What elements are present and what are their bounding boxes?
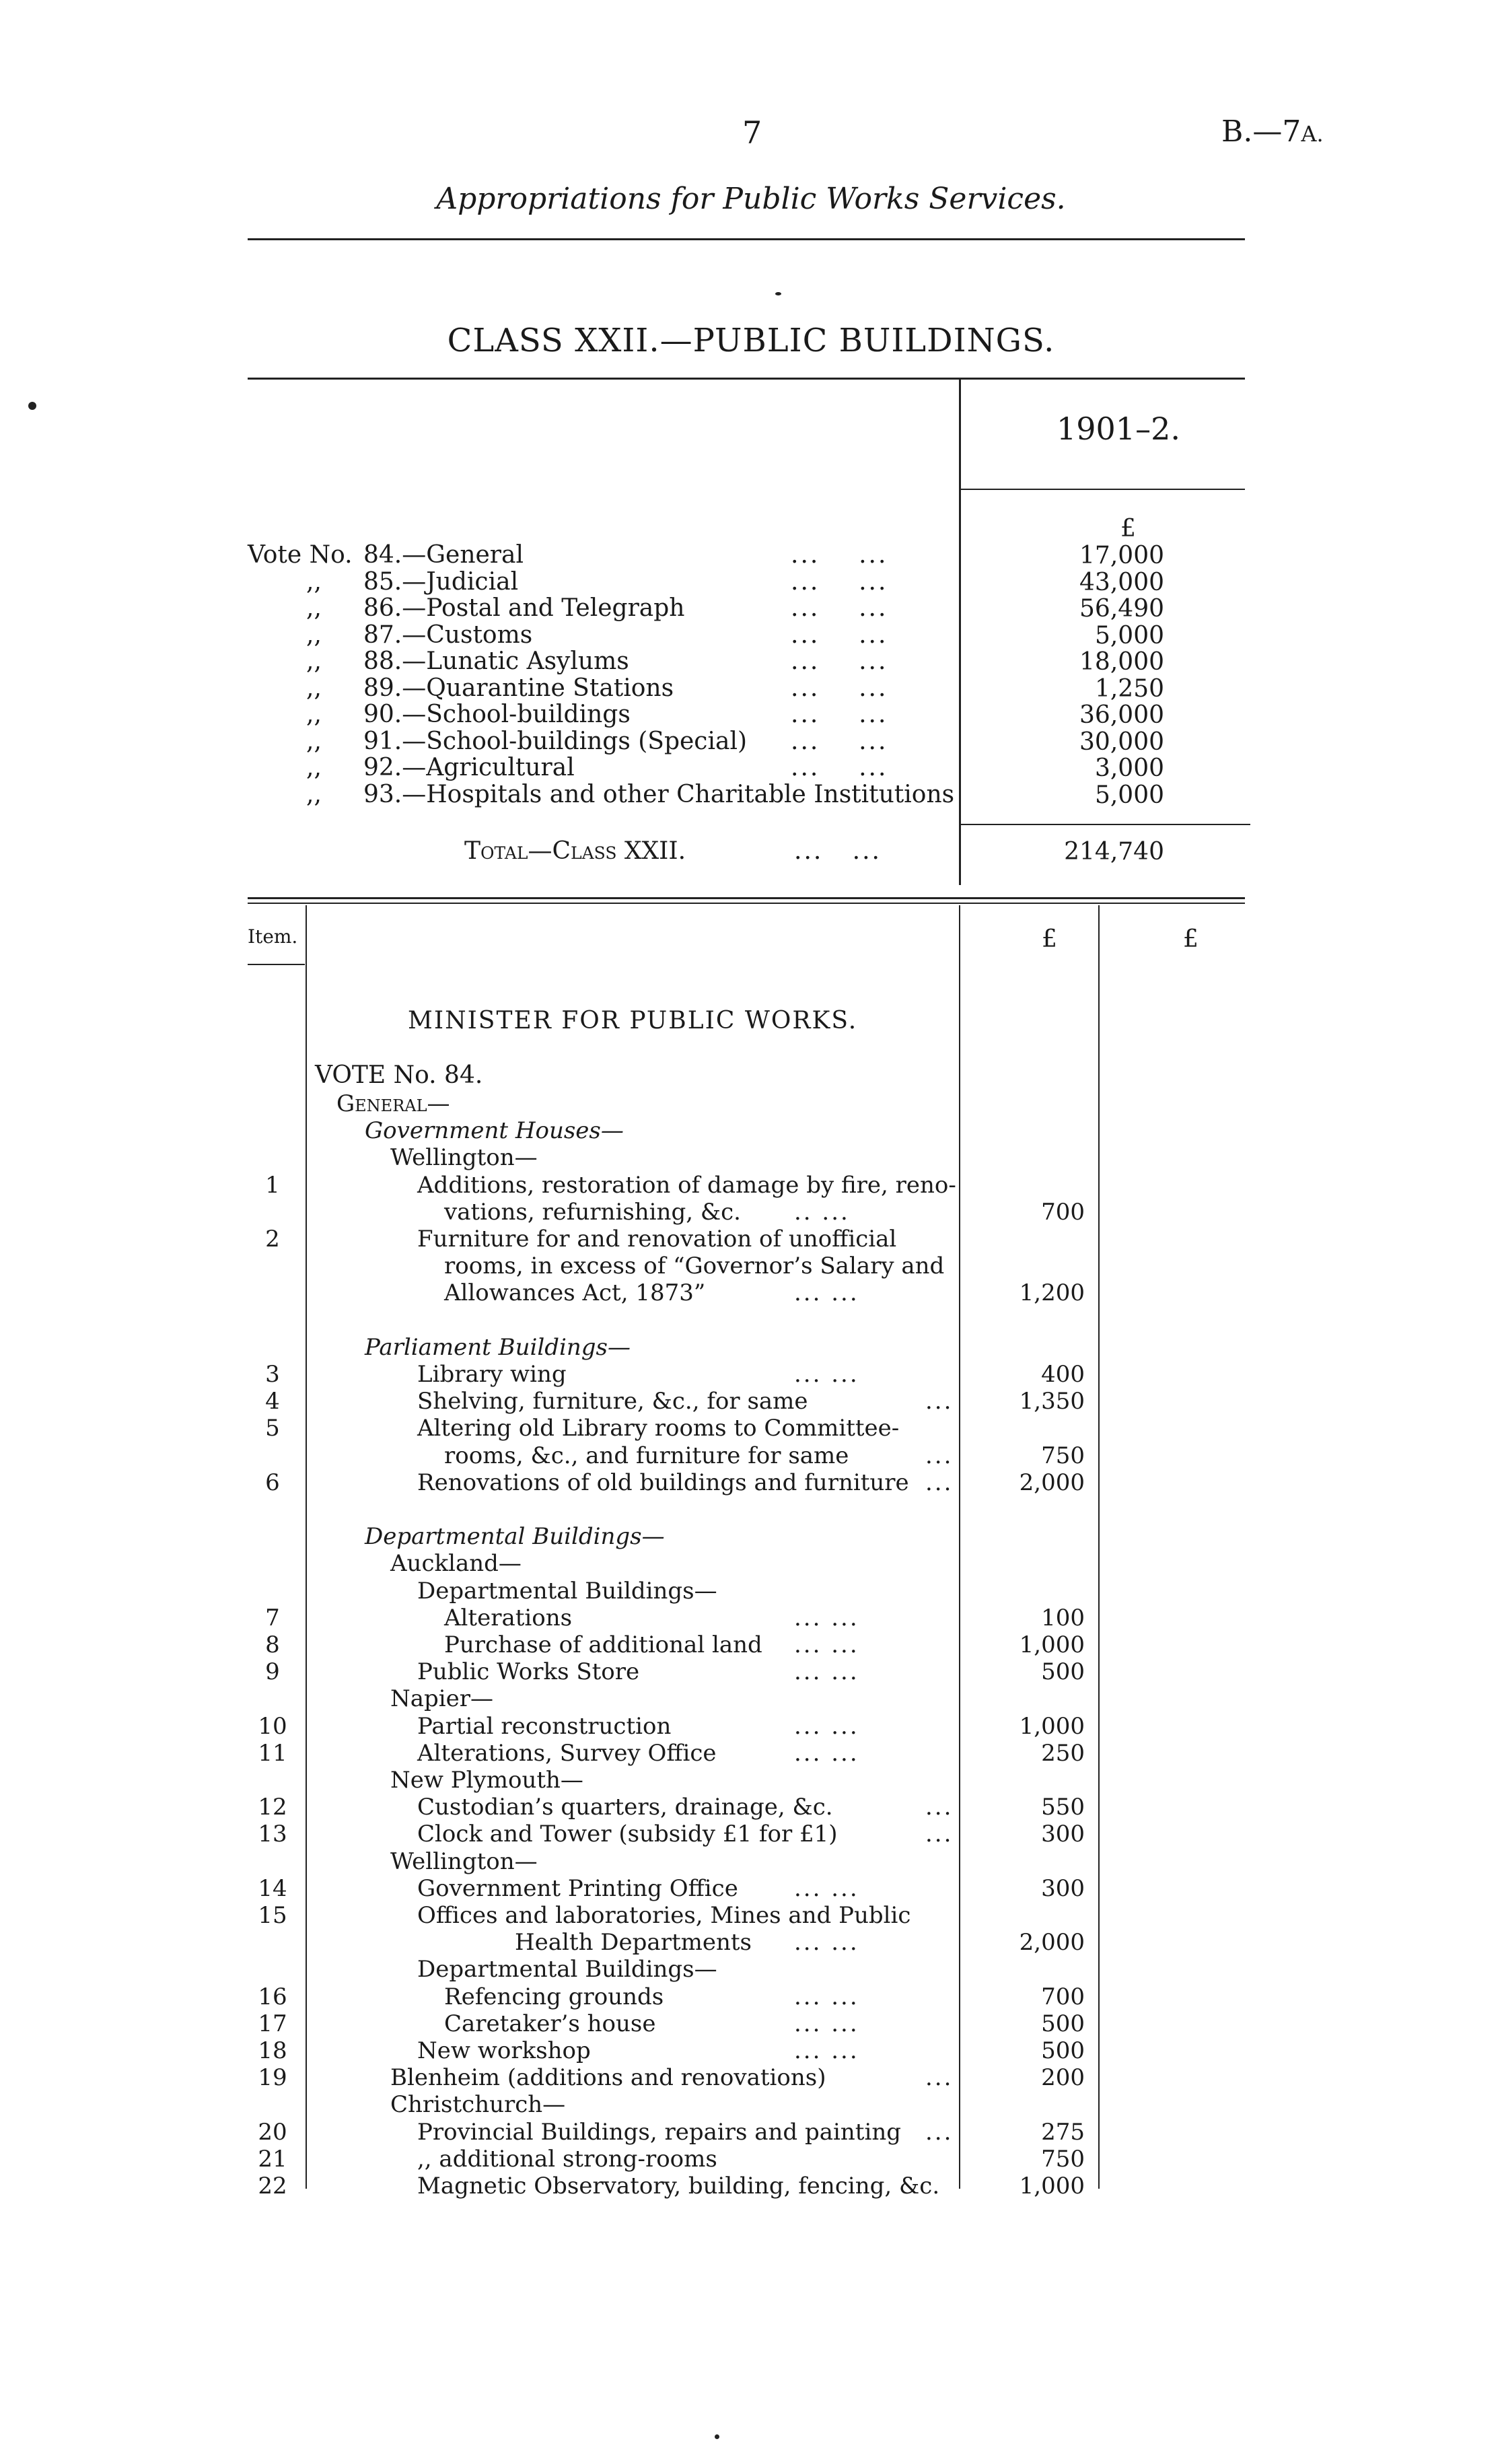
item-amount: 250: [1041, 1739, 1085, 1767]
vote-label: 86.—Postal and Telegraph: [363, 594, 685, 622]
item-amount: 2,000: [1019, 1929, 1085, 1957]
item-number: 12: [258, 1794, 287, 1821]
item-amount: 275: [1041, 2118, 1085, 2146]
item-description: Caretaker’s house: [444, 2010, 656, 2037]
vote-amount: 5,000: [1094, 781, 1164, 809]
item-number: 14: [258, 1874, 287, 1902]
item-amount: 700: [1041, 1983, 1085, 2010]
leader-dots: ... ...: [794, 1929, 859, 1957]
item-description: Magnetic Observatory, building, fencing, &c.: [417, 2173, 940, 2199]
item-number: 9: [265, 1658, 280, 1686]
section-rule-2: [248, 903, 1245, 904]
item-amount: 400: [1041, 1361, 1085, 1388]
item-description: Public Works Store: [417, 1658, 640, 1686]
year-rule: [961, 489, 1245, 490]
item-number: 11: [258, 1739, 287, 1767]
item-description: Custodian’s quarters, drainage, &c.: [417, 1794, 833, 1821]
item-header-underline: [248, 964, 305, 965]
item-amount: 550: [1041, 1794, 1085, 1821]
vote-amount: 43,000: [1079, 568, 1164, 596]
leader-dots: ... ...: [791, 647, 888, 675]
leader-dots: ...: [925, 1442, 954, 1469]
item-description: Auckland—: [390, 1550, 522, 1578]
item-amount: 300: [1041, 1821, 1085, 1848]
ink-speck: [28, 402, 36, 410]
vote-amount: 1,250: [1094, 674, 1164, 703]
vote-prefix: ,,: [306, 567, 322, 596]
item-description: Blenheim (additions and renovations): [390, 2064, 826, 2092]
page-subtitle: Appropriations for Public Works Services.: [436, 182, 1066, 216]
total-label: Total—Class XXII.: [464, 837, 686, 865]
item-description: Partial reconstruction: [417, 1712, 672, 1740]
item-description: ,, additional strong-rooms: [417, 2145, 717, 2173]
document-reference: [1221, 114, 1324, 149]
item-number: 4: [265, 1388, 280, 1415]
item-amount: 750: [1041, 1442, 1085, 1469]
item-number: 2: [265, 1226, 280, 1253]
class-title: CLASS XXII.—PUBLIC BUILDINGS.: [447, 322, 1055, 359]
item-number: 20: [258, 2118, 287, 2146]
item-description: Refencing grounds: [444, 1983, 664, 2010]
leader-dots: ... ...: [794, 1361, 859, 1388]
item-number: 7: [265, 1604, 280, 1631]
vote-label: 84.—General: [363, 541, 524, 569]
item-number: 3: [265, 1361, 280, 1388]
vote-label: 93.—Hospitals and other Charitable Institutions: [363, 780, 955, 808]
leader-dots: ... ...: [794, 1631, 859, 1658]
item-amount: 2,000: [1019, 1469, 1085, 1496]
vote-heading: VOTE No. 84.: [315, 1061, 483, 1089]
item-amount: 1,000: [1019, 1631, 1085, 1658]
vote-amount: 30,000: [1079, 728, 1164, 756]
item-description: vations, refurnishing, &c.: [444, 1198, 741, 1226]
item-column-divider: [306, 905, 307, 2189]
item-number: 22: [258, 2173, 287, 2199]
leader-dots: ... ...: [794, 1658, 859, 1686]
item-description: New workshop: [417, 2037, 591, 2064]
item-number: 19: [258, 2064, 287, 2092]
item-amount: 300: [1041, 1874, 1085, 1902]
leader-dots: ... ...: [794, 1279, 859, 1307]
header-rule: [248, 238, 1245, 240]
vote-label: 87.—Customs: [363, 621, 533, 649]
ref-suffix: A.: [1301, 121, 1324, 147]
item-description: Alterations, Survey Office: [417, 1739, 717, 1767]
vote-amount: 3,000: [1094, 754, 1164, 782]
item-description: Alterations: [444, 1604, 573, 1631]
leader-dots: ... ...: [794, 2037, 859, 2064]
leader-dots: ...: [925, 1388, 954, 1415]
item-description: Government Houses—: [365, 1117, 624, 1145]
vote-prefix: ,,: [306, 621, 322, 649]
item-description: Altering old Library rooms to Committee-: [417, 1415, 900, 1442]
item-description: Government Printing Office: [417, 1874, 738, 1902]
item-description: Wellington—: [390, 1144, 538, 1172]
item-amount: 1,000: [1019, 1712, 1085, 1740]
item-description: New Plymouth—: [390, 1767, 583, 1794]
total-amount: 214,740: [1064, 838, 1164, 866]
item-description: Offices and laboratories, Mines and Public: [417, 1902, 911, 1929]
amount-column-divider-2: [1098, 905, 1100, 2189]
leader-dots: ...: [925, 1821, 954, 1848]
vote-prefix: Vote No.: [248, 541, 353, 569]
item-description: Departmental Buildings—: [417, 1577, 717, 1605]
item-amount: 700: [1041, 1198, 1085, 1226]
item-number: 8: [265, 1631, 280, 1658]
leader-dots: .. ...: [794, 1198, 850, 1226]
ink-speck: [715, 2434, 719, 2439]
item-amount: 200: [1041, 2064, 1085, 2092]
leader-dots: ... ...: [791, 541, 888, 569]
amount-column-header-1: £: [1042, 925, 1057, 953]
item-number: 10: [258, 1712, 287, 1740]
leader-dots: ... ...: [794, 1874, 859, 1902]
leader-dots: ... ...: [791, 754, 888, 781]
item-description: Furniture for and renovation of unofficial: [417, 1226, 897, 1253]
vote-amount: 18,000: [1079, 648, 1164, 676]
leader-dots: ... ...: [791, 701, 888, 728]
item-description: rooms, in excess of “Governor’s Salary and: [444, 1253, 945, 1280]
item-description: Parliament Buildings—: [365, 1333, 631, 1361]
item-number: 16: [258, 1983, 287, 2010]
leader-dots: ... ...: [794, 2010, 859, 2037]
item-amount: 500: [1041, 2010, 1085, 2037]
ink-speck: [775, 292, 781, 295]
vote-amount: 36,000: [1079, 701, 1164, 729]
item-description: Additions, restoration of damage by fire, reno-: [417, 1171, 956, 1199]
minister-heading: MINISTER FOR PUBLIC WORKS.: [408, 1007, 858, 1034]
leader-dots: ...: [925, 1794, 954, 1821]
item-amount: 1,350: [1019, 1388, 1085, 1415]
item-description: Purchase of additional land: [444, 1631, 762, 1658]
item-description: General—: [336, 1090, 450, 1117]
item-description: Library wing: [417, 1361, 567, 1388]
vote-prefix: ,,: [306, 701, 322, 728]
vote-label: 89.—Quarantine Stations: [363, 674, 674, 702]
leader-dots: ... ...: [794, 1712, 859, 1740]
currency-heading: £: [1120, 515, 1136, 542]
leader-dots: ... ...: [794, 1983, 859, 2010]
item-number: 21: [258, 2145, 287, 2173]
item-description: Renovations of old buildings and furniture: [417, 1469, 909, 1496]
item-amount: 1,000: [1019, 2173, 1085, 2199]
item-column-header: Item.: [248, 925, 298, 948]
amount-column-header-2: £: [1183, 925, 1199, 953]
vote-label: 88.—Lunatic Asylums: [363, 647, 629, 675]
vote-label: 90.—School-buildings: [363, 701, 631, 728]
amount-column-divider-1: [959, 905, 960, 2189]
item-description: Shelving, furniture, &c., for same: [417, 1388, 808, 1415]
vote-amount: 56,490: [1079, 595, 1164, 623]
total-dots: ... ...: [794, 837, 882, 865]
leader-dots: ... ...: [791, 621, 888, 649]
item-amount: 100: [1041, 1604, 1085, 1631]
item-description: Christchurch—: [390, 2091, 566, 2119]
class-column-divider: [959, 379, 961, 885]
item-number: 13: [258, 1821, 287, 1848]
item-description: rooms, &c., and furniture for same: [444, 1442, 849, 1469]
item-number: 6: [265, 1469, 280, 1496]
item-description: Allowances Act, 1873”: [444, 1279, 706, 1307]
vote-prefix: ,,: [306, 594, 322, 622]
item-amount: 750: [1041, 2145, 1085, 2173]
item-number: 15: [258, 1902, 287, 1929]
leader-dots: ... ...: [794, 1739, 859, 1767]
item-description: Wellington—: [390, 1847, 538, 1875]
item-description: Napier—: [390, 1685, 494, 1713]
section-rule-1: [248, 897, 1245, 899]
item-description: Provincial Buildings, repairs and painting: [417, 2118, 901, 2146]
item-number: 1: [265, 1171, 280, 1199]
leader-dots: ... ...: [794, 1604, 859, 1631]
total-rule: [961, 824, 1250, 825]
item-description: Clock and Tower (subsidy £1 for £1): [417, 1821, 838, 1848]
item-amount: 500: [1041, 1658, 1085, 1686]
item-number: 18: [258, 2037, 287, 2064]
leader-dots: ... ...: [791, 727, 888, 755]
class-rule-top: [248, 378, 1245, 380]
leader-dots: ...: [925, 2064, 954, 2092]
leader-dots: ...: [925, 1469, 954, 1496]
item-number: 17: [258, 2010, 287, 2037]
page-number: 7: [742, 114, 762, 151]
ref-main: B.—7: [1221, 114, 1301, 149]
year-heading: 1901–2.: [1057, 411, 1180, 447]
leader-dots: ... ...: [791, 594, 888, 622]
leader-dots: ... ...: [791, 674, 888, 702]
vote-prefix: ,,: [306, 674, 322, 702]
vote-prefix: ,,: [306, 780, 322, 808]
vote-amount: 5,000: [1094, 621, 1164, 649]
vote-label: 92.—Agricultural: [363, 754, 575, 781]
item-description: Departmental Buildings—: [365, 1523, 665, 1551]
vote-label: 91.—School-buildings (Special): [363, 727, 748, 755]
item-amount: 500: [1041, 2037, 1085, 2064]
item-number: 5: [265, 1415, 280, 1442]
item-description: Departmental Buildings—: [417, 1956, 717, 1983]
vote-prefix: ,,: [306, 727, 322, 755]
vote-amount: 17,000: [1079, 542, 1164, 569]
vote-prefix: ,,: [306, 647, 322, 675]
item-amount: 1,200: [1019, 1279, 1085, 1307]
item-description: Health Departments: [515, 1929, 752, 1957]
leader-dots: ... ...: [791, 567, 888, 596]
vote-prefix: ,,: [306, 754, 322, 781]
vote-label: 85.—Judicial: [363, 567, 519, 596]
leader-dots: ...: [925, 2118, 954, 2146]
